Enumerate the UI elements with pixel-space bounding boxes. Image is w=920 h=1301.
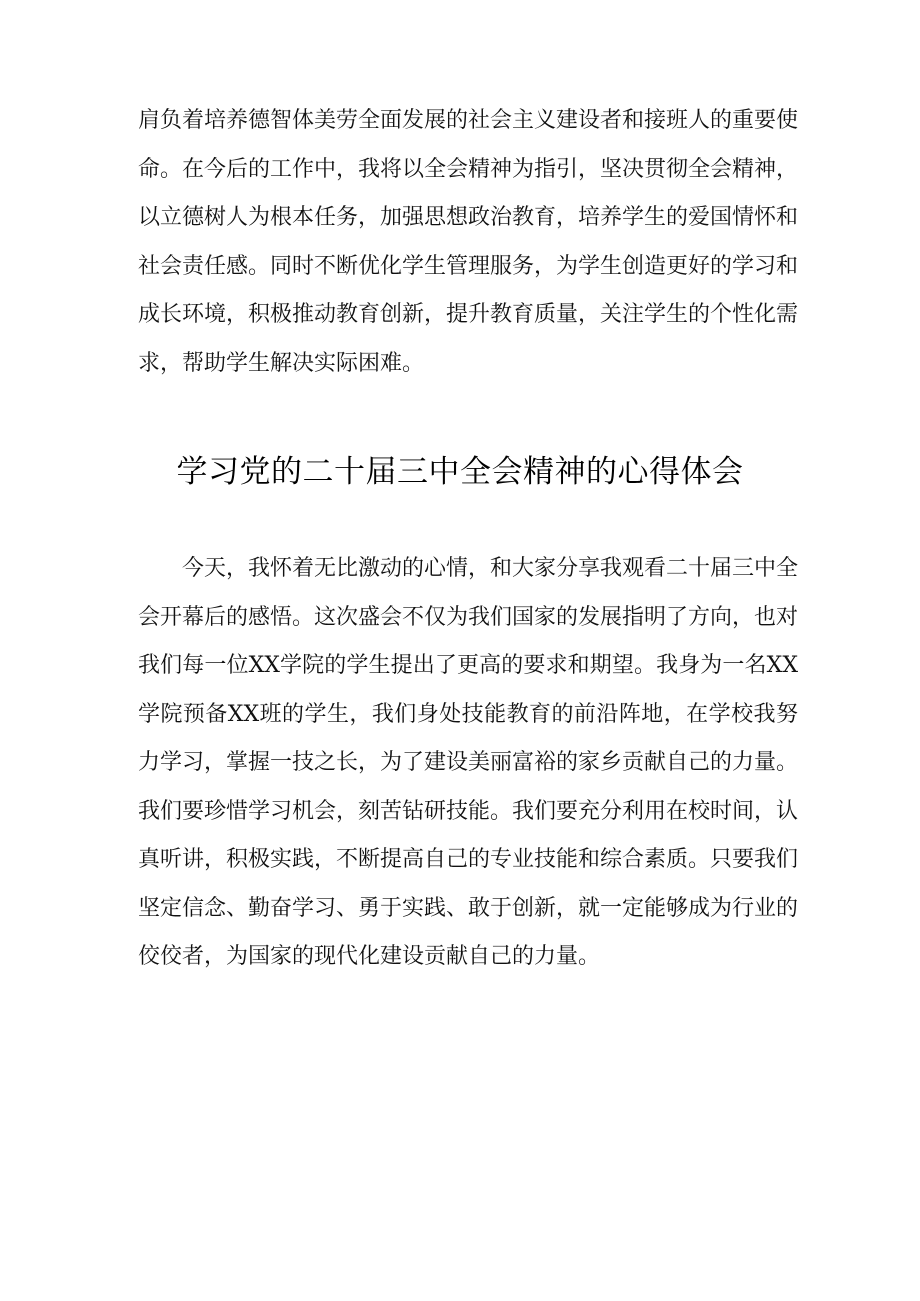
section-title: 学习党的二十届三中全会精神的心得体会 (176, 454, 744, 490)
continuation-paragraph: 肩负着培养德智体美劳全面发展的社会主义建设者和接班人的重要使命。在今后的工作中，我将以全会精神为指引，坚决贯彻全会精神，以立德树人为根本任务，加强思想政治教育，培养学生的爱国情怀和社会责任感。同时不断优化学生管理服务，为学生创造更好的学习和成长环境，积极推动教育创新，提升教育质量，关注学生的个性化需求，帮助学生解决实际困难。 (138, 108, 799, 376)
body-paragraph: 今天，我怀着无比激动的心情，和大家分享我观看二十届三中全会开幕后的感悟。这次盛会不仅为我们国家的发展指明了方向，也对我们每一位XX学院的学生提出了更高的要求和期望。我身为一名XX学院预备XX班的学生，我们身处技能教育的前沿阵地，在学校我努力学习，掌握一技之长，为了建设美丽富裕的家乡贡献自己的力量。我们要珍惜学习机会，刻苦钻研技能。我们要充分利用在校时间，认真听讲，积极实践，不断提高自己的专业技能和综合素质。只要我们坚定信念、勤奋学习、勇于实践、敢于创新，就一定能够成为行业的佼佼者，为国家的现代化建设贡献自己的力量。 (138, 556, 799, 969)
